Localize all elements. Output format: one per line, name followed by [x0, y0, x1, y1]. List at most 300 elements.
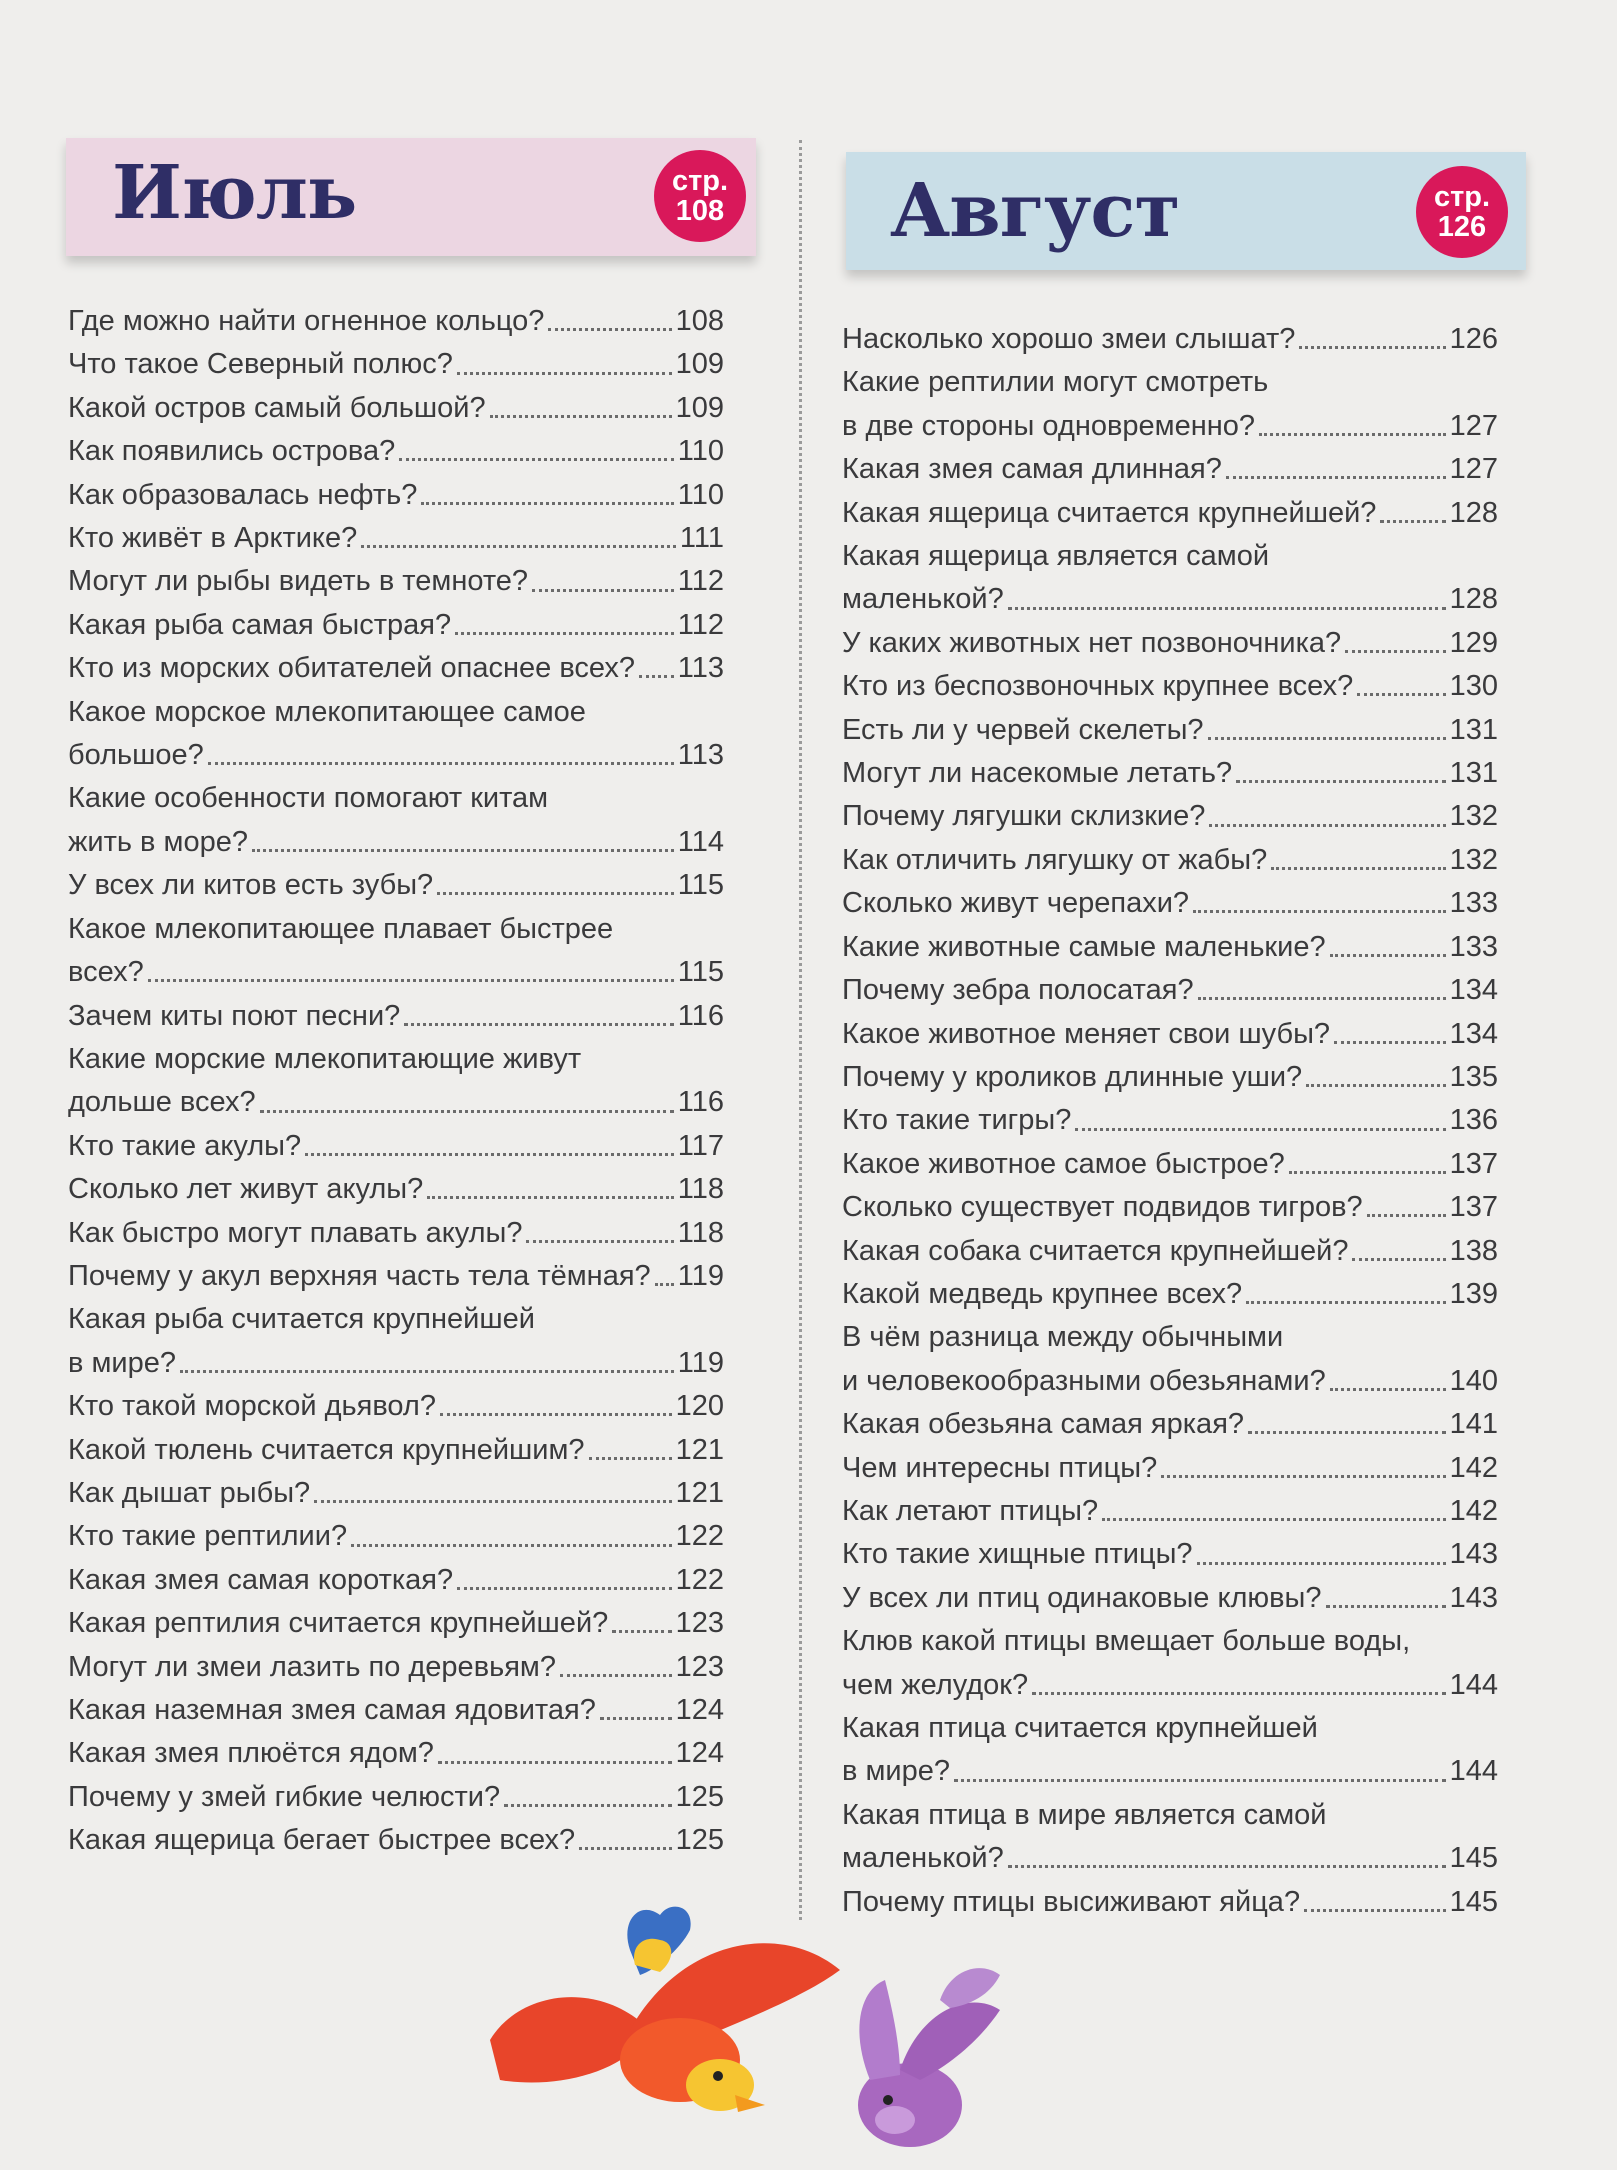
entry-question: маленькой? — [842, 583, 1004, 616]
entry-page-number: 127 — [1449, 453, 1498, 486]
entry-question: У всех ли китов есть зубы? — [68, 869, 434, 902]
dot-leader — [504, 1804, 672, 1807]
dot-leader — [1352, 1258, 1445, 1261]
entry-question: Почему у кроликов длинные уши? — [842, 1060, 1303, 1093]
entry-page-number: 123 — [675, 1607, 724, 1640]
july-toc-entry — [68, 604, 724, 647]
dot-leader — [1259, 433, 1446, 436]
entry-line — [842, 1664, 1498, 1707]
entry-question: Сколько живут черепахи? — [842, 887, 1190, 920]
august-toc-entry — [842, 969, 1498, 1012]
entry-first-line: Какое морское млекопитающее самое — [68, 695, 586, 728]
dot-leader — [1357, 693, 1445, 696]
entry-first-line: Какие особенности помогают китам — [68, 782, 549, 815]
entry-page-number: 110 — [677, 478, 724, 511]
entry-question: в мире? — [68, 1346, 176, 1379]
entry-line — [842, 709, 1498, 752]
entry-line — [842, 969, 1498, 1012]
july-toc-entry — [68, 387, 724, 430]
entry-page-number: 133 — [1449, 887, 1498, 920]
entry-page-number: 121 — [675, 1433, 724, 1466]
august-toc-entry — [842, 1577, 1498, 1620]
dot-leader — [526, 1240, 673, 1243]
entry-page-number: 144 — [1449, 1755, 1498, 1788]
august-toc-entry — [842, 1230, 1498, 1273]
august-toc-entry — [842, 361, 1498, 448]
dot-leader — [1193, 910, 1446, 913]
july-toc-entry — [68, 474, 724, 517]
july-badge-label: стр. — [671, 165, 729, 197]
august-toc-entry — [842, 1099, 1498, 1142]
entry-page-number: 141 — [1449, 1408, 1498, 1441]
august-header — [846, 152, 1526, 270]
dot-leader — [954, 1779, 1446, 1782]
entry-line — [68, 1168, 724, 1211]
dot-leader — [1198, 997, 1446, 1000]
entry-first-line: Клюв какой птицы вмещает больше воды, — [842, 1625, 1411, 1658]
entry-first-line: Какая рыба считается крупнейшей — [68, 1303, 535, 1336]
entry-page-number: 145 — [1449, 1885, 1498, 1918]
august-title: Август — [890, 168, 1180, 254]
entry-question: Могут ли насекомые летать? — [842, 757, 1233, 790]
entry-question: Какая ящерица считается крупнейшей? — [842, 496, 1377, 529]
august-toc-entry — [842, 318, 1498, 361]
dot-leader — [532, 589, 674, 592]
dot-leader — [437, 892, 674, 895]
july-toc-entry — [68, 1212, 724, 1255]
dot-leader — [180, 1370, 674, 1373]
entry-line — [68, 300, 724, 343]
entry-question: Сколько лет живут акулы? — [68, 1173, 424, 1206]
entry-first-line: Какие морские млекопитающие живут — [68, 1042, 582, 1075]
august-toc-entry — [842, 752, 1498, 795]
entry-page-number: 123 — [675, 1650, 724, 1683]
july-toc-entry — [68, 1385, 724, 1428]
entry-question: Какая наземная змея самая ядовитая? — [68, 1694, 596, 1726]
entry-page-number: 136 — [1449, 1104, 1498, 1137]
entry-page-number: 124 — [675, 1694, 724, 1726]
red-bird-icon — [490, 1907, 840, 2112]
dot-leader — [421, 502, 673, 505]
entry-question: Могут ли змеи лазить по деревьям? — [68, 1650, 556, 1683]
entry-page-number: 134 — [1449, 1017, 1498, 1050]
entry-question: Как образовалась нефть? — [68, 478, 418, 511]
entry-page-number: 113 — [677, 739, 724, 772]
entry-question: Сколько существует подвидов тигров? — [842, 1191, 1363, 1224]
entry-line — [842, 448, 1498, 491]
august-toc-entry — [842, 1143, 1498, 1186]
entry-line — [68, 1819, 724, 1862]
entry-page-number: 118 — [677, 1216, 724, 1249]
entry-page-number: 114 — [677, 825, 724, 858]
dot-leader — [1271, 867, 1445, 870]
entry-line — [68, 1342, 724, 1385]
entry-page-number: 119 — [677, 1346, 724, 1379]
dot-leader — [1161, 1475, 1445, 1478]
entry-question: Могут ли рыбы видеть в темноте? — [68, 565, 529, 598]
august-toc-entry — [842, 1013, 1498, 1056]
entry-question: Какая обезьяна самая яркая? — [842, 1408, 1245, 1441]
entry-question: Кто такие тигры? — [842, 1104, 1072, 1137]
dot-leader — [548, 328, 671, 331]
entry-question: Как летают птицы? — [842, 1494, 1099, 1527]
july-toc-entry — [68, 1819, 724, 1862]
july-toc-entry — [68, 1559, 724, 1602]
entry-line — [68, 821, 724, 864]
entry-line — [68, 734, 724, 777]
dot-leader — [612, 1630, 671, 1633]
entry-page-number: 113 — [677, 652, 724, 685]
entry-page-number: 112 — [677, 608, 724, 641]
entry-question: маленькой? — [842, 1842, 1004, 1875]
dot-leader — [1075, 1128, 1445, 1131]
july-toc-entry — [68, 1776, 724, 1819]
entry-line — [68, 1515, 724, 1558]
entry-line — [68, 1559, 724, 1602]
entry-line — [68, 1689, 724, 1732]
entry-line — [68, 343, 724, 386]
entry-question: Какая змея самая длинная? — [842, 453, 1222, 486]
july-toc-entry — [68, 1732, 724, 1775]
dot-leader — [1334, 1041, 1446, 1044]
dot-leader — [305, 1153, 674, 1156]
entry-question: Какая собака считается крупнейшей? — [842, 1234, 1349, 1267]
dot-leader — [1304, 1909, 1446, 1912]
july-toc-entry — [68, 1255, 724, 1298]
august-toc-entry — [842, 926, 1498, 969]
dot-leader — [1008, 1865, 1446, 1868]
dot-leader — [655, 1283, 674, 1286]
entry-line — [842, 1490, 1498, 1533]
entry-question: Почему у змей гибкие челюсти? — [68, 1780, 501, 1813]
dot-leader — [361, 545, 676, 548]
entry-question: Какое животное меняет свои шубы? — [842, 1017, 1331, 1050]
entry-question: жить в море? — [68, 825, 248, 858]
dot-leader — [440, 1413, 672, 1416]
dot-leader — [1197, 1562, 1446, 1565]
entry-page-number: 131 — [1449, 713, 1498, 746]
dot-leader — [1102, 1518, 1445, 1521]
entry-line — [68, 1212, 724, 1255]
july-toc-entry — [68, 343, 724, 386]
dot-leader — [399, 458, 674, 461]
entry-question: Как отличить лягушку от жабы? — [842, 843, 1268, 876]
august-toc-entry — [842, 795, 1498, 838]
dot-leader — [1330, 1388, 1446, 1391]
entry-line — [68, 1385, 724, 1428]
dot-leader — [208, 762, 674, 765]
august-toc-entry — [842, 622, 1498, 665]
entry-question: Кто из беспозвоночных крупнее всех? — [842, 670, 1354, 703]
dot-leader — [1008, 607, 1446, 610]
august-toc-entry — [842, 1533, 1498, 1576]
dot-leader — [314, 1500, 671, 1503]
entry-page-number: 109 — [675, 391, 724, 424]
dot-leader — [1248, 1431, 1446, 1434]
august-contents-list — [842, 318, 1498, 1924]
entry-question: чем желудок? — [842, 1668, 1029, 1701]
entry-first-line: Какая ящерица является самой — [842, 540, 1270, 573]
entry-question: Кто такие хищные птицы? — [842, 1538, 1193, 1571]
july-toc-entry — [68, 517, 724, 560]
entry-question: в мире? — [842, 1755, 950, 1788]
august-toc-entry — [842, 709, 1498, 752]
entry-question: Какая ящерица бегает быстрее всех? — [68, 1824, 576, 1857]
entry-line — [842, 1099, 1498, 1142]
entry-question: Как быстро могут плавать акулы? — [68, 1216, 523, 1249]
july-toc-entry — [68, 1689, 724, 1732]
entry-line — [842, 1403, 1498, 1446]
entry-line — [842, 1186, 1498, 1229]
entry-question: У каких животных нет позвоночника? — [842, 626, 1342, 659]
dot-leader — [457, 1587, 671, 1590]
july-toc-entry — [68, 647, 724, 690]
dot-leader — [438, 1761, 672, 1764]
entry-question: Какой остров самый большой? — [68, 391, 486, 424]
entry-line — [842, 1533, 1498, 1576]
july-toc-entry — [68, 1429, 724, 1472]
entry-page-number: 132 — [1449, 800, 1498, 833]
dot-leader — [1367, 1214, 1446, 1217]
august-toc-entry — [842, 1447, 1498, 1490]
entry-line — [68, 1732, 724, 1775]
july-toc-entry — [68, 691, 724, 778]
august-toc-entry — [842, 1056, 1498, 1099]
entry-question: Как появились острова? — [68, 435, 396, 468]
dot-leader — [1226, 476, 1446, 479]
entry-question: Кто такой морской дьявол? — [68, 1390, 436, 1423]
entry-line — [842, 1360, 1498, 1403]
entry-page-number: 125 — [675, 1824, 724, 1857]
entry-page-number: 142 — [1449, 1494, 1498, 1527]
birds-illustration — [480, 1880, 1040, 2170]
entry-page-number: 125 — [675, 1780, 724, 1813]
entry-first-line: Какое млекопитающее плавает быстрее — [68, 912, 614, 945]
august-toc-entry — [842, 1490, 1498, 1533]
entry-page-number: 139 — [1449, 1277, 1498, 1310]
entry-question: Насколько хорошо змеи слышат? — [842, 323, 1296, 355]
entry-page-number: 109 — [675, 348, 724, 381]
entry-line — [842, 926, 1498, 969]
entry-question: Кто такие рептилии? — [68, 1520, 348, 1553]
entry-question: Какой медведь крупнее всех? — [842, 1277, 1243, 1310]
dot-leader — [148, 979, 674, 982]
entry-question: в две стороны одновременно? — [842, 409, 1255, 442]
column-divider — [799, 140, 802, 1920]
july-contents-list — [68, 300, 724, 1863]
entry-page-number: 126 — [1449, 323, 1498, 355]
july-toc-entry — [68, 1602, 724, 1645]
entry-line — [842, 405, 1498, 448]
july-toc-entry — [68, 1515, 724, 1558]
entry-question: Какая рептилия считается крупнейшей? — [68, 1607, 609, 1640]
july-title: Июль — [112, 150, 357, 236]
entry-line — [842, 578, 1498, 621]
august-page-badge — [1416, 166, 1508, 258]
entry-page-number: 143 — [1449, 1581, 1498, 1614]
entry-question: Почему у акул верхняя часть тела тёмная? — [68, 1259, 651, 1292]
dot-leader — [1380, 520, 1445, 523]
entry-page-number: 118 — [677, 1173, 724, 1206]
july-toc-entry — [68, 1298, 724, 1385]
dot-leader — [639, 675, 674, 678]
dot-leader — [560, 1674, 672, 1677]
august-toc-entry — [842, 492, 1498, 535]
august-toc-entry — [842, 535, 1498, 622]
entry-line — [68, 1255, 724, 1298]
entry-question: Какая рыба самая быстрая? — [68, 608, 452, 641]
dot-leader — [260, 1110, 674, 1113]
entry-line — [842, 1143, 1498, 1186]
entry-line — [68, 1429, 724, 1472]
july-toc-entry — [68, 430, 724, 473]
entry-page-number: 117 — [677, 1129, 724, 1162]
dot-leader — [1246, 1301, 1445, 1304]
entry-line — [842, 492, 1498, 535]
entry-page-number: 122 — [675, 1563, 724, 1596]
july-toc-entry — [68, 560, 724, 603]
dot-leader — [427, 1196, 674, 1199]
dot-leader — [1208, 737, 1446, 740]
entry-first-line: Какие рептилии могут смотреть — [842, 366, 1269, 399]
entry-line — [68, 560, 724, 603]
entry-line — [68, 1081, 724, 1124]
entry-line — [68, 1602, 724, 1645]
entry-line — [68, 995, 724, 1038]
entry-question: Почему лягушки склизкие? — [842, 800, 1206, 833]
entry-question: У всех ли птиц одинаковые клювы? — [842, 1581, 1322, 1614]
dot-leader — [457, 372, 672, 375]
entry-page-number: 116 — [677, 999, 724, 1032]
august-toc-entry — [842, 1794, 1498, 1881]
entry-line — [842, 752, 1498, 795]
july-page-badge — [654, 150, 746, 242]
august-toc-entry — [842, 1316, 1498, 1403]
august-toc-entry — [842, 665, 1498, 708]
entry-question: Какая змея самая короткая? — [68, 1563, 454, 1596]
entry-page-number: 133 — [1449, 930, 1498, 963]
entry-question: Где можно найти огненное кольцо? — [68, 305, 545, 337]
entry-line — [842, 318, 1498, 361]
dot-leader — [1326, 1605, 1446, 1608]
dot-leader — [404, 1023, 673, 1026]
august-badge-label: стр. — [1433, 181, 1491, 213]
entry-page-number: 128 — [1449, 583, 1498, 616]
august-toc-entry — [842, 839, 1498, 882]
entry-page-number: 111 — [679, 522, 724, 555]
entry-line — [842, 1273, 1498, 1316]
entry-line — [68, 1776, 724, 1819]
entry-line — [68, 430, 724, 473]
entry-line — [68, 604, 724, 647]
entry-page-number: 137 — [1449, 1191, 1498, 1224]
entry-page-number: 142 — [1449, 1451, 1498, 1484]
august-toc-entry — [842, 1403, 1498, 1446]
dot-leader — [589, 1457, 672, 1460]
dot-leader — [1289, 1171, 1446, 1174]
entry-question: Почему птицы высиживают яйца? — [842, 1885, 1301, 1918]
entry-question: Почему зебра полосатая? — [842, 974, 1194, 1007]
july-header — [66, 138, 756, 256]
entry-line — [68, 1125, 724, 1168]
entry-line — [68, 517, 724, 560]
entry-page-number: 127 — [1449, 409, 1498, 442]
entry-page-number: 137 — [1449, 1147, 1498, 1180]
entry-line — [842, 1013, 1498, 1056]
july-toc-entry — [68, 864, 724, 907]
july-toc-entry — [68, 1125, 724, 1168]
entry-page-number: 128 — [1449, 496, 1498, 529]
entry-line — [68, 387, 724, 430]
entry-line — [842, 1577, 1498, 1620]
entry-page-number: 143 — [1449, 1538, 1498, 1571]
entry-question: Чем интересны птицы? — [842, 1451, 1158, 1484]
entry-line — [68, 474, 724, 517]
entry-line — [842, 622, 1498, 665]
purple-bird-icon — [858, 1968, 1000, 2147]
entry-question: и человекообразными обезьянами? — [842, 1364, 1326, 1397]
entry-question: большое? — [68, 739, 204, 772]
august-toc-entry — [842, 882, 1498, 925]
dot-leader — [1209, 824, 1445, 827]
entry-page-number: 145 — [1449, 1842, 1498, 1875]
dot-leader — [252, 849, 674, 852]
entry-question: всех? — [68, 956, 144, 989]
entry-page-number: 131 — [1449, 757, 1498, 790]
entry-line — [842, 1447, 1498, 1490]
dot-leader — [1236, 780, 1445, 783]
entry-line — [842, 665, 1498, 708]
august-toc-entry — [842, 1186, 1498, 1229]
dot-leader — [1330, 954, 1446, 957]
july-toc-entry — [68, 300, 724, 343]
entry-page-number: 140 — [1449, 1364, 1498, 1397]
entry-page-number: 120 — [675, 1390, 724, 1423]
entry-page-number: 138 — [1449, 1234, 1498, 1267]
entry-question: Есть ли у червей скелеты? — [842, 713, 1204, 746]
entry-line — [842, 795, 1498, 838]
dot-leader — [351, 1544, 672, 1547]
july-toc-entry — [68, 908, 724, 995]
entry-line — [68, 1472, 724, 1515]
entry-line — [68, 647, 724, 690]
entry-question: дольше всех? — [68, 1086, 256, 1119]
entry-question: Как дышат рыбы? — [68, 1476, 311, 1509]
entry-question: Что такое Северный полюс? — [68, 348, 453, 381]
july-toc-entry — [68, 995, 724, 1038]
entry-line — [68, 951, 724, 994]
entry-first-line: Какая птица считается крупнейшей — [842, 1712, 1318, 1744]
entry-page-number: 134 — [1449, 974, 1498, 1007]
entry-page-number: 108 — [675, 305, 724, 337]
entry-page-number: 144 — [1449, 1668, 1498, 1701]
dot-leader — [1032, 1692, 1445, 1695]
july-toc-entry — [68, 777, 724, 864]
july-toc-entry — [68, 1472, 724, 1515]
entry-line — [842, 839, 1498, 882]
entry-question: Кто живёт в Арктике? — [68, 522, 358, 555]
dot-leader — [1306, 1084, 1445, 1087]
entry-page-number: 122 — [675, 1520, 724, 1553]
dot-leader — [455, 632, 674, 635]
dot-leader — [490, 415, 672, 418]
august-toc-entry — [842, 1707, 1498, 1794]
entry-question: Какая змея плюётся ядом? — [68, 1737, 434, 1770]
entry-page-number: 115 — [677, 869, 724, 902]
entry-line — [68, 1646, 724, 1689]
entry-line — [68, 864, 724, 907]
entry-page-number: 116 — [677, 1086, 724, 1119]
